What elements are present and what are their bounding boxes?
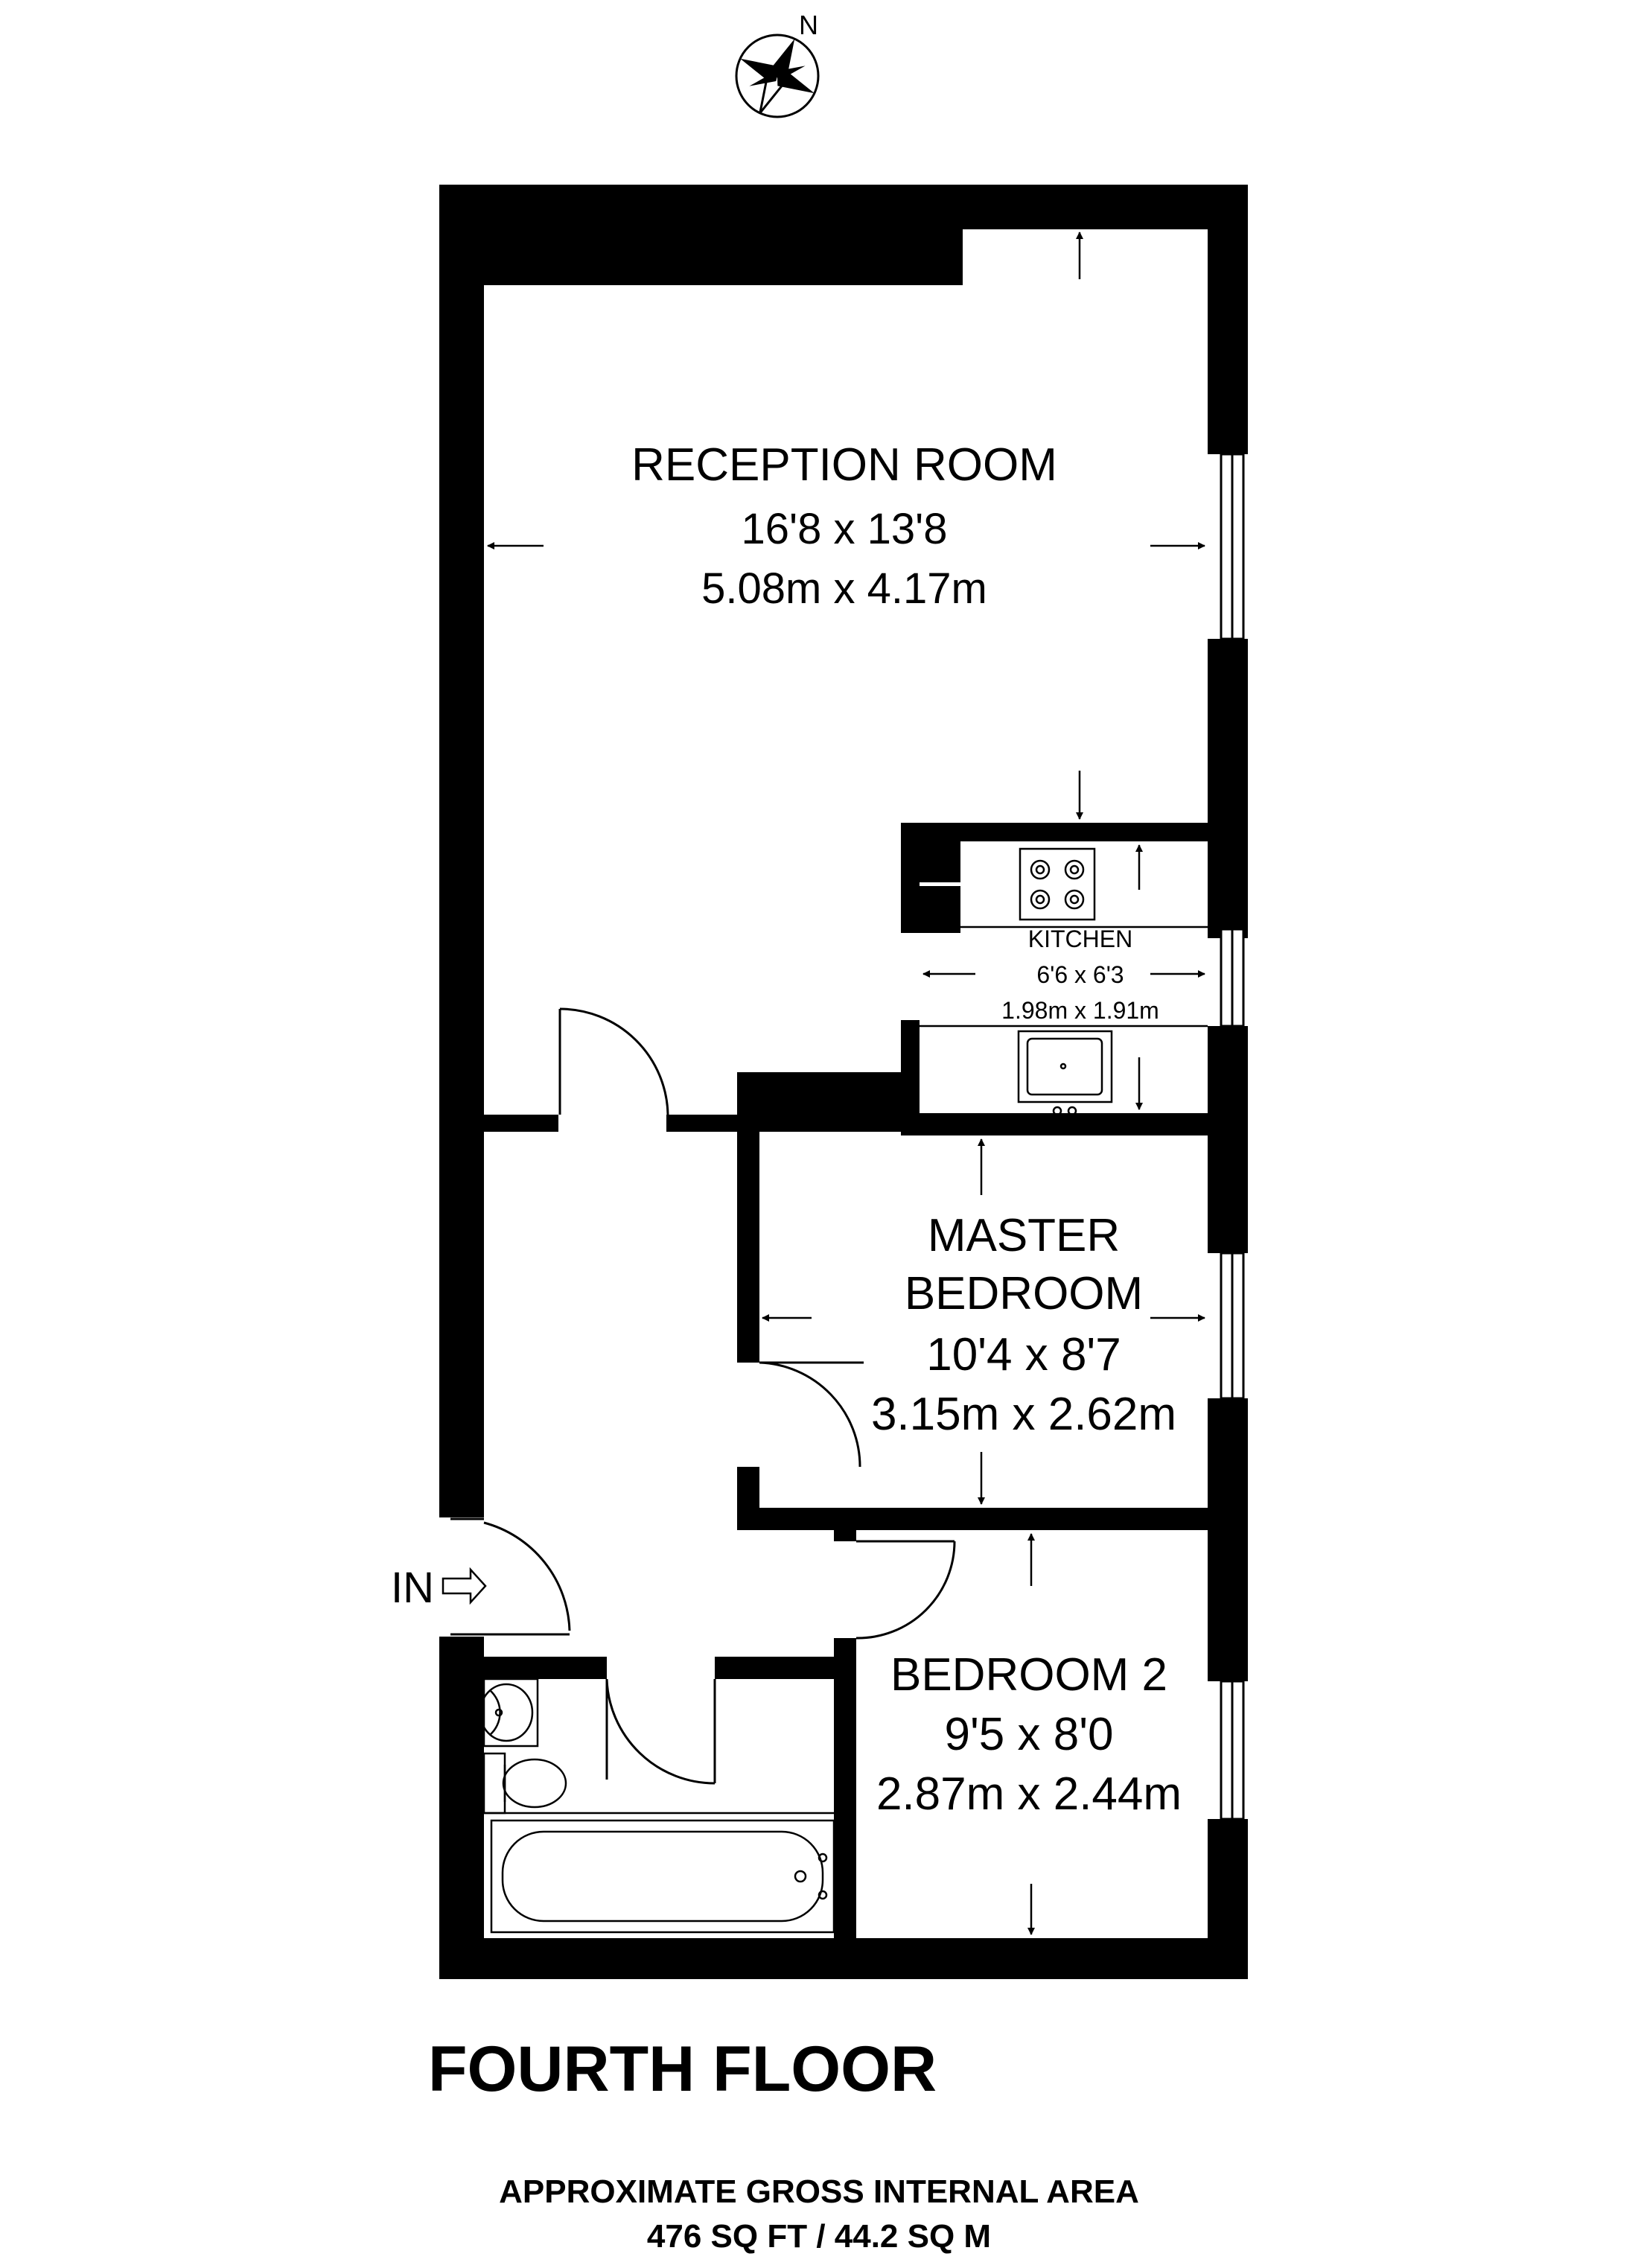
sink-icon [1019, 1031, 1112, 1115]
washbasin-icon [480, 1679, 538, 1746]
window-kitchen [1221, 929, 1243, 1026]
room-master-bedroom [871, 1210, 1176, 1440]
bathroom-fixtures [480, 1679, 834, 1932]
entrance-arrow-icon [443, 1570, 485, 1602]
entrance-label: IN [391, 1564, 434, 1612]
room-size-metric: 2.87m x 2.44m [876, 1768, 1182, 1820]
window-master-bedroom [1221, 1253, 1243, 1398]
room-name: BEDROOM 2 [890, 1649, 1168, 1701]
hob-icon [1020, 849, 1094, 920]
bathtub-icon [491, 1821, 834, 1932]
door-bedroom-2 [856, 1541, 955, 1638]
door-bathroom [607, 1679, 715, 1783]
room-size-metric: 3.15m x 2.62m [870, 1389, 1177, 1440]
area-value: 476 SQ FT / 44.2 SQ M [646, 2218, 992, 2255]
toilet-icon [484, 1753, 566, 1813]
room-kitchen [1001, 926, 1159, 1024]
room-size-metric: 5.08m x 4.17m [701, 564, 987, 613]
room-name: KITCHEN [1027, 926, 1133, 952]
room-name-line1: MASTER [927, 1210, 1121, 1261]
room-size-imperial: 6'6 x 6'3 [1036, 961, 1124, 988]
floor-title: FOURTH FLOOR [428, 2033, 937, 2105]
room-name-line2: BEDROOM [904, 1268, 1144, 1319]
room-size-metric: 1.98m x 1.91m [1001, 997, 1159, 1024]
room-size-imperial: 16'8 x 13'8 [741, 505, 948, 553]
room-size-imperial: 9'5 x 8'0 [944, 1709, 1114, 1760]
window-reception [1221, 454, 1243, 639]
room-size-imperial: 10'4 x 8'7 [926, 1329, 1121, 1380]
room-name: RECEPTION ROOM [631, 439, 1057, 491]
door-entrance [450, 1519, 570, 1634]
room-reception [631, 439, 1057, 613]
room-bedroom-2 [876, 1649, 1182, 1820]
door-reception [560, 1009, 668, 1115]
north-label: N [799, 10, 818, 40]
window-bedroom-2 [1221, 1681, 1243, 1819]
area-heading: APPROXIMATE GROSS INTERNAL AREA [499, 2173, 1139, 2210]
compass-rose-icon [736, 35, 818, 117]
door-master-bedroom [759, 1363, 864, 1467]
